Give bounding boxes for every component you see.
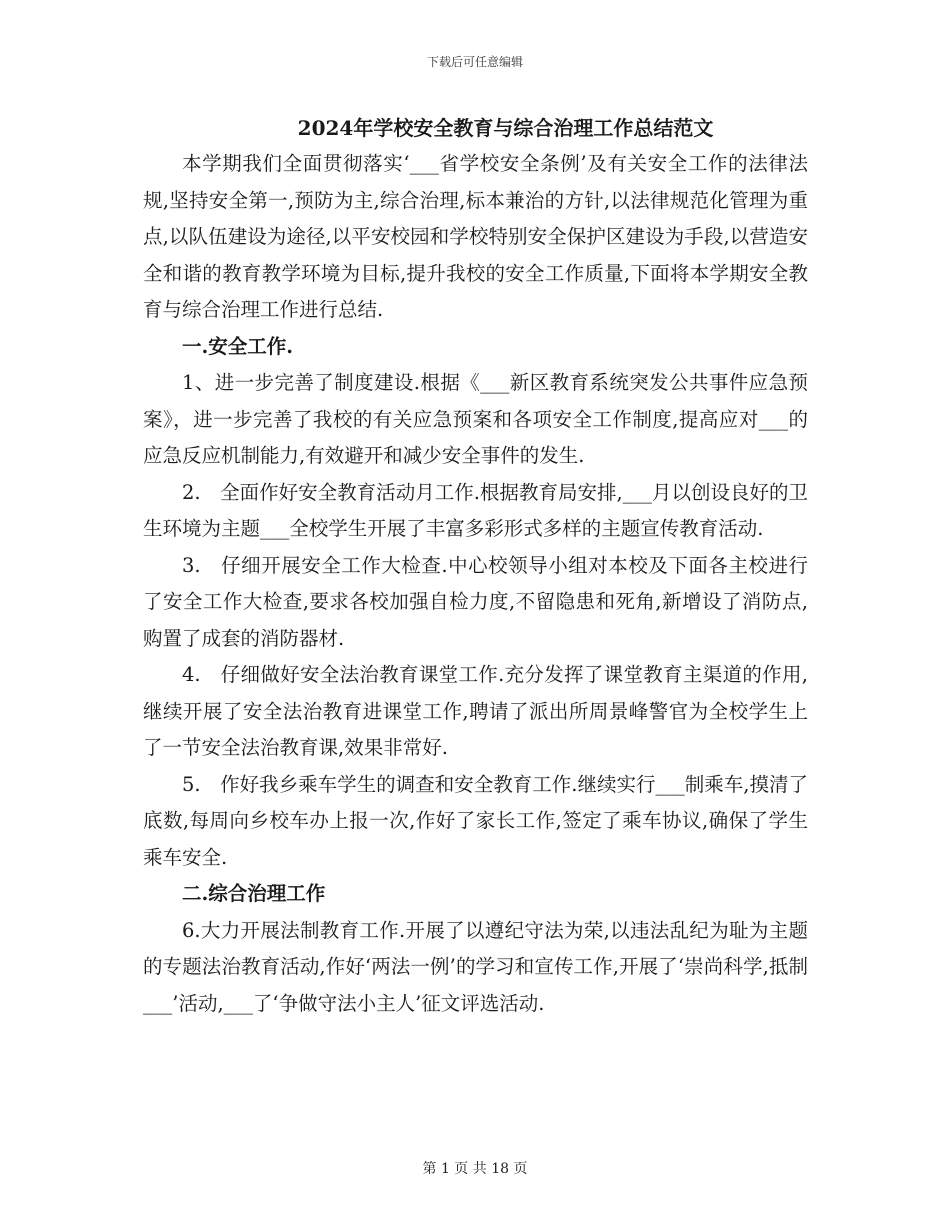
page-footer: 第 1 页 共 18 页 <box>422 1161 528 1177</box>
list-item: 4. 仔细做好安全法治教育课堂工作.充分发挥了课堂教育主渠道的作用,继续开展了安全法治教育进课堂工作,聘请了派出所周景峰警官为全校学生上了一节安全法治教育课,效果非常好. <box>143 663 808 759</box>
list-item: 2. 全面作好安全教育活动月工作.根据教育局安排,___月以创设良好的卫生环境为主题___全校学生开展了丰富多彩形式多样的主题宣传教育活动. <box>143 480 808 540</box>
list-item: 1、进一步完善了制度建设.根据《___新区教育系统突发公共事件应急预案》，进一步完善了我校的有关应急预案和各项安全工作制度,提高应对___的应急反应机制能力,有效避开和减少安全事件的发生. <box>143 371 808 467</box>
section-heading-governance: 二.综合治理工作 <box>182 882 326 905</box>
section-heading-safety: 一.安全工作. <box>182 334 294 358</box>
header-note: 下载后可任意编辑 <box>426 55 523 69</box>
list-item: 3. 仔细开展安全工作大检查.中心校领导小组对本校及下面各主校进行了安全工作大检查,要求各校加强自检力度,不留隐患和死角,新增设了消防点,购置了成套的消防器材. <box>143 553 808 650</box>
intro-paragraph: 本学期我们全面贯彻落实‘___省学校安全条例’及有关安全工作的法律法规,坚持安全第一,预防为主,综合治理,标本兼治的方针,以法律规范化管理为重点,以队伍建设为途径,以平安校园和学校特别安全保护区建设为手段,以营造安全和谐的教育教学环境为目标,提升我校的安全工作质量,下面将本学期安全教育与综合治理工作进行总结. <box>143 152 808 321</box>
document-title: 2024年学校安全教育与综合治理工作总结范文 <box>297 116 714 140</box>
document-body <box>143 110 808 1022</box>
list-item: 6.大力开展法制教育工作.开展了以遵纪守法为荣,以违法乱纪为耻为主题的专题法治教育活动,作好‘两法一例’的学习和宣传工作,开展了‘崇尚科学,抵制___’活动,___了‘争做守法小主人’征文评选活动. <box>143 918 808 1015</box>
list-item: 5. 作好我乡乘车学生的调查和安全教育工作.继续实行___制乘车,摸清了底数,每周向乡校车办上报一次,作好了家长工作,签定了乘车协议,确保了学生乘车安全. <box>143 772 808 869</box>
